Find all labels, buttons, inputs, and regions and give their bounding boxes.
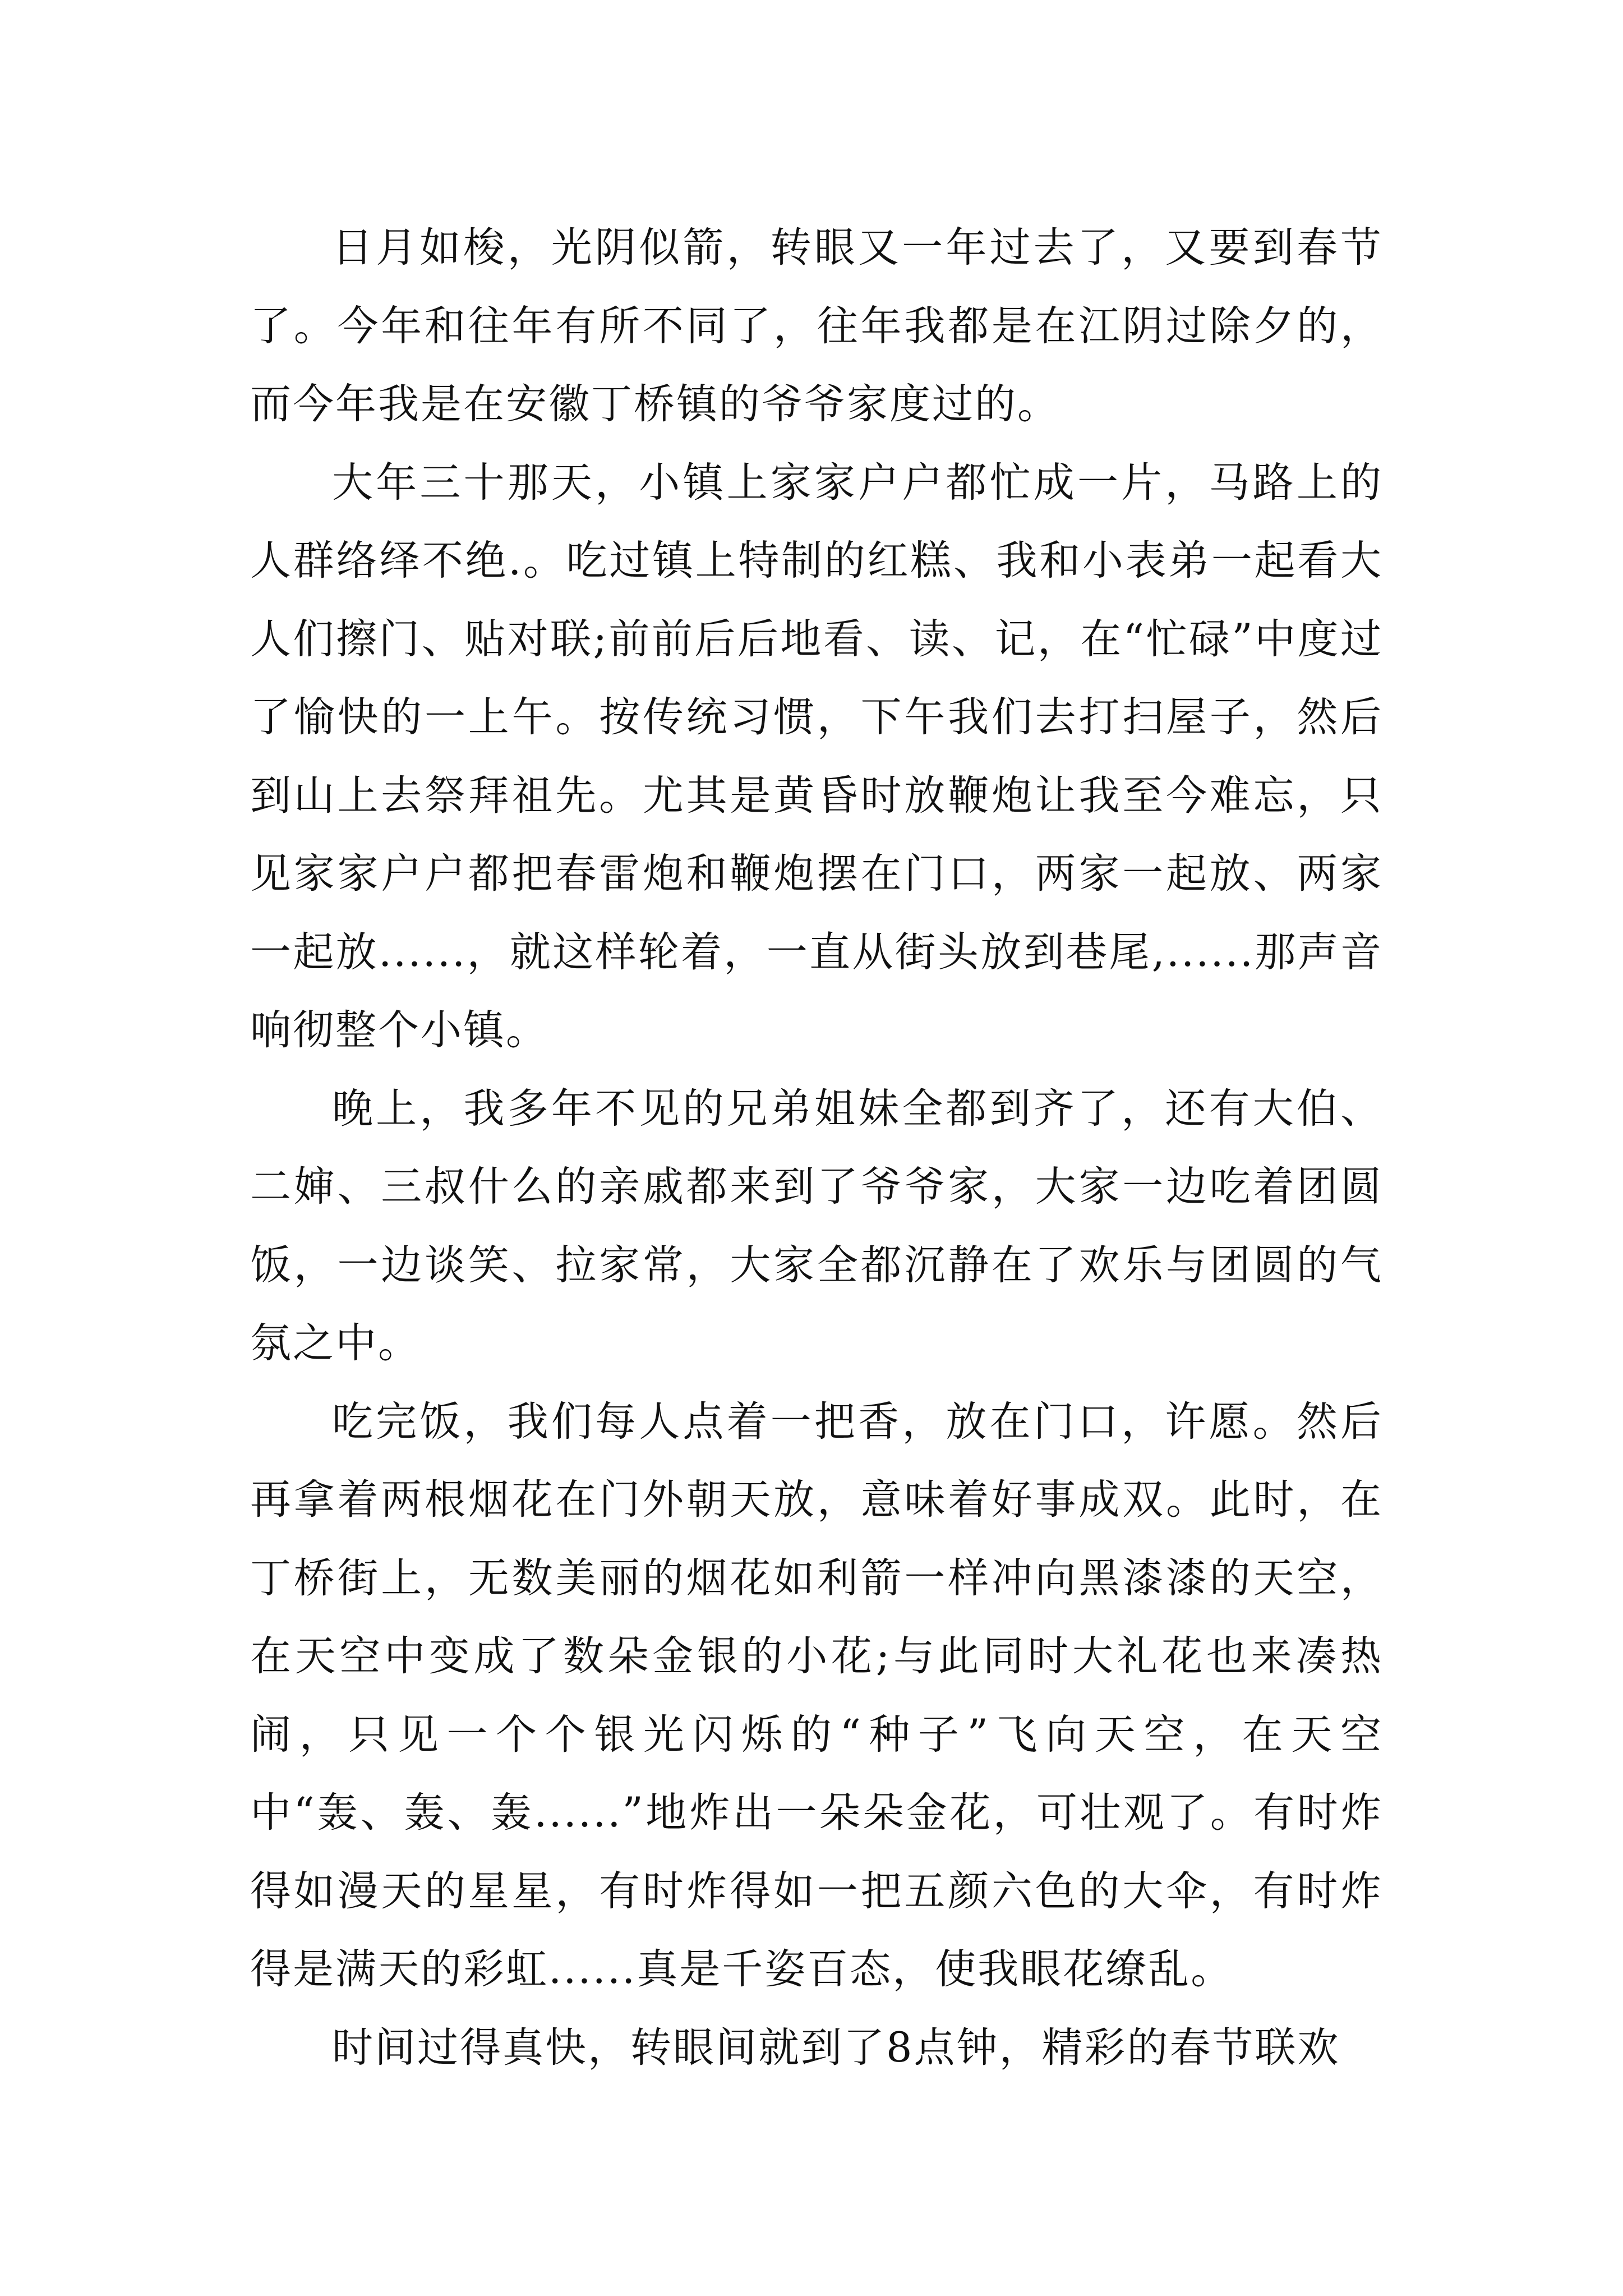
paragraph: 时间过得真快，转眼间就到了8点钟，精彩的春节联欢 [332,2023,1340,2072]
paragraph: 日月如梭，光阴似箭，转眼又一年过去了，又要到春节了。今年和往年有所不同了，往年我都是在江阴过除夕的，而今年我是在安徽丁桥镇的爷爷家度过的。 [250,224,1383,428]
paragraph: 大年三十那天，小镇上家家户户都忙成一片，马路上的人群络绎不绝.。吃过镇上特制的红糕、我和小表弟一起看大人们擦门、贴对联;前前后后地看、读、记，在“忙碌”中度过了愉快的一上午。按传统习惯，下午我们去打扫屋子，然后到山上去祭拜祖先。尤其是黄昏时放鞭炮让我至今难忘，只见家家户户都把春雷炮和鞭炮摆在门口，两家一起放、两家一起放......，就这样轮着，一直从街头放到巷尾,......那声音响彻整个小镇。 [250,458,1383,1054]
paragraph: 吃完饭，我们每人点着一把香，放在门口，许愿。然后再拿着两根烟花在门外朝天放，意味着好事成双。此时，在丁桥街上，无数美丽的烟花如利箭一样冲向黑漆漆的天空，在天空中变成了数朵金银的小花;与此同时大礼花也来凑热闹，只见一个个银光闪烁的“种子”飞向天空，在天空中“轰、轰、轰......”地炸出一朵朵金花，可壮观了。有时炸得如漫天的星星，有时炸得如一把五颜六色的大伞，有时炸得是满天的彩虹......真是千姿百态，使我眼花缭乱。 [250,1397,1383,1993]
paragraph: 晚上，我多年不见的兄弟姐妹全都到齐了，还有大伯、二婶、三叔什么的亲戚都来到了爷爷家，大家一边吃着团圆饭，一边谈笑、拉家常，大家全都沉静在了欢乐与团圆的气氛之中。 [250,1084,1383,1367]
document-body [250,209,1383,2087]
